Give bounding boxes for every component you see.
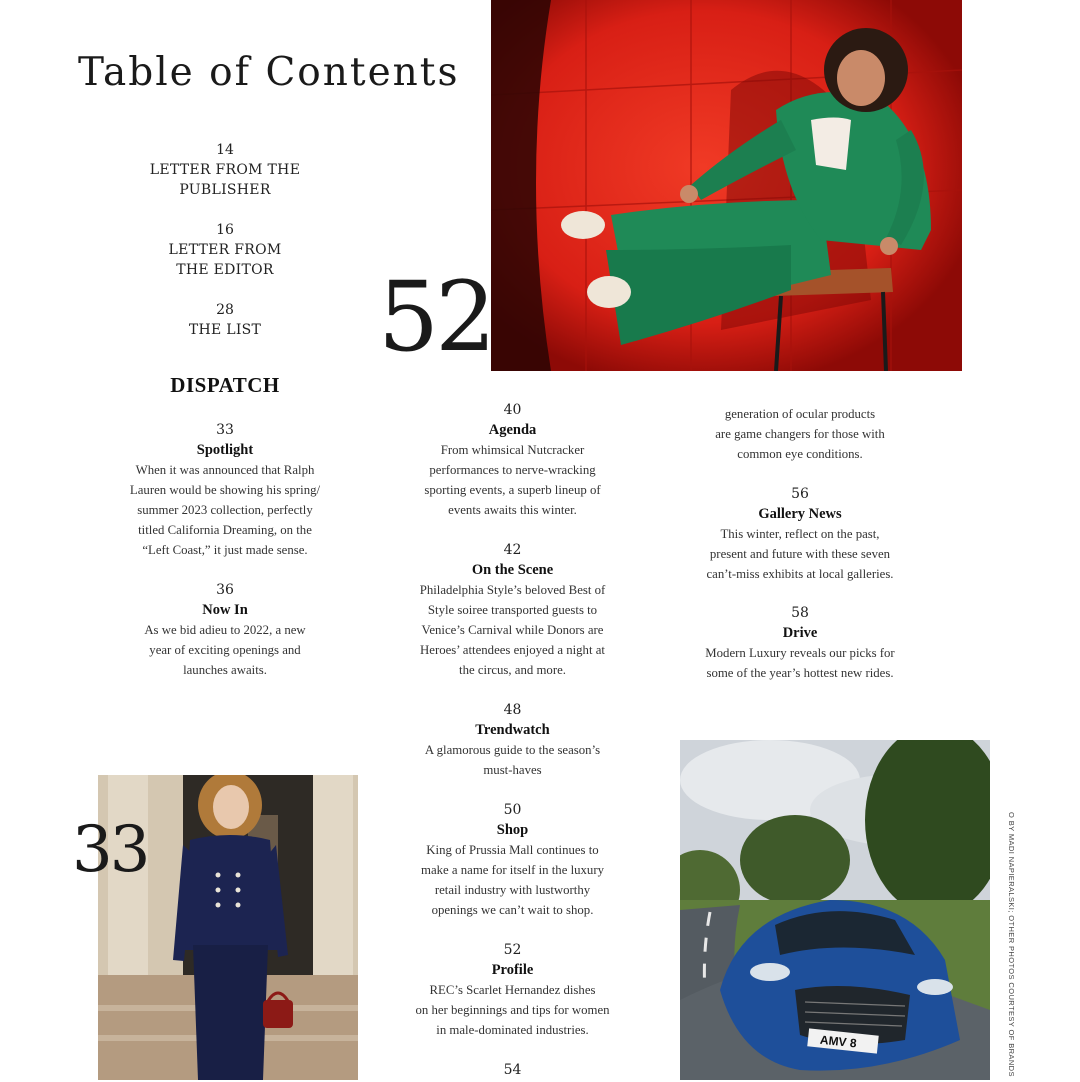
toc-entry-the-list[interactable] <box>100 300 350 340</box>
feature-number-top: 52 <box>378 261 493 373</box>
toc-entry-title: Now In <box>202 602 248 618</box>
toc-entry-description: Modern Luxury reveals our picks for some of the year’s hottest new rides. <box>705 646 895 680</box>
toc-page-number: 56 <box>791 486 809 502</box>
section-heading-dispatch: DISPATCH <box>170 373 280 397</box>
toc-entry-title: Drive <box>782 625 818 641</box>
toc-entry-publisher[interactable] <box>100 140 350 200</box>
toc-page-number: 14 <box>216 142 234 158</box>
toc-entry-description: generation of ocular products are game changers for those with common eye conditions. <box>715 407 885 461</box>
toc-page-number: 54 <box>503 1062 522 1078</box>
toc-page-number: 52 <box>503 942 522 958</box>
toc-entry-54[interactable] <box>385 1060 640 1080</box>
toc-entry-title: THE LIST <box>188 322 262 338</box>
toc-page-number: 16 <box>216 222 234 238</box>
toc-continued-text <box>675 404 925 464</box>
toc-entry-description: From whimsical Nutcracker performances to nerve-wracking sporting events, a superb lineup of events awaits this winter. <box>424 443 601 517</box>
toc-entry-title: Profile <box>491 962 534 978</box>
toc-entry-on-the-scene[interactable] <box>385 540 640 680</box>
toc-entry-profile[interactable] <box>385 940 640 1040</box>
page-title: Table of Contents <box>78 50 460 95</box>
toc-entry-description: When it was announced that Ralph Lauren would be showing his spring/ summer 2023 collection, perfectly titled California Dreaming, on the “Left Coast,” it just made sense. <box>129 463 321 557</box>
toc-entry-title: Trendwatch <box>475 722 550 738</box>
toc-entry-gallery-news[interactable] <box>675 484 925 584</box>
toc-page-number: 50 <box>503 802 522 818</box>
car-photo-illustration <box>680 740 990 1080</box>
toc-entry-title: Gallery News <box>758 506 842 522</box>
toc-entry-title: LETTER FROM THE EDITOR <box>168 242 282 278</box>
feature-number-left: 33 <box>72 813 148 887</box>
toc-entry-now-in[interactable] <box>100 580 350 680</box>
toc-entry-trendwatch[interactable] <box>385 700 640 780</box>
profile-photo-illustration <box>491 0 962 371</box>
toc-entry-spotlight[interactable] <box>100 420 350 560</box>
toc-entry-title: On the Scene <box>471 562 554 578</box>
toc-entry-description: A glamorous guide to the season’s must-haves <box>424 743 601 777</box>
toc-entry-drive[interactable] <box>675 603 925 683</box>
toc-entry-title: LETTER FROM THE PUBLISHER <box>149 162 301 198</box>
car-number-plate: AMV 8 <box>819 1032 858 1051</box>
toc-entry-description: As we bid adieu to 2022, a new year of exciting openings and launches awaits. <box>144 623 306 677</box>
toc-page-number: 58 <box>791 605 809 621</box>
toc-entry-title: Agenda <box>488 422 537 438</box>
toc-page-number: 36 <box>216 582 234 598</box>
toc-page-number: 42 <box>503 542 522 558</box>
feature-photo-profile[interactable] <box>491 0 962 371</box>
feature-photo-drive[interactable] <box>680 740 990 1080</box>
toc-entry-description: This winter, reflect on the past, present and future with these seven can’t-miss exhibits at local galleries. <box>706 527 894 581</box>
toc-entry-title: Spotlight <box>196 442 254 458</box>
toc-entry-agenda[interactable] <box>385 400 640 520</box>
toc-entry-editor[interactable] <box>100 220 350 280</box>
toc-entry-description: King of Prussia Mall continues to make a name for itself in the luxury retail industry with lustworthy openings we can’t wait to shop. <box>420 843 604 917</box>
toc-page-number: 48 <box>503 702 522 718</box>
toc-page-number: 28 <box>216 302 234 318</box>
toc-page-number: 40 <box>503 402 522 418</box>
toc-entry-description: REC’s Scarlet Hernandez dishes on her beginnings and tips for women in male-dominated industries. <box>415 983 610 1037</box>
toc-entry-description: Philadelphia Style’s beloved Best of Style soiree transported guests to Venice’s Carnival while Donors are Heroes’ attendees enjoyed a night at the circus, and more. <box>419 583 606 677</box>
toc-page-number: 33 <box>216 422 234 438</box>
toc-entry-title: Shop <box>496 822 529 838</box>
toc-entry-shop[interactable] <box>385 800 640 920</box>
photo-credit: O BY MADI NAPIERALSKI; OTHER PHOTOS COURTESY OF BRANDS <box>1007 812 1016 1077</box>
